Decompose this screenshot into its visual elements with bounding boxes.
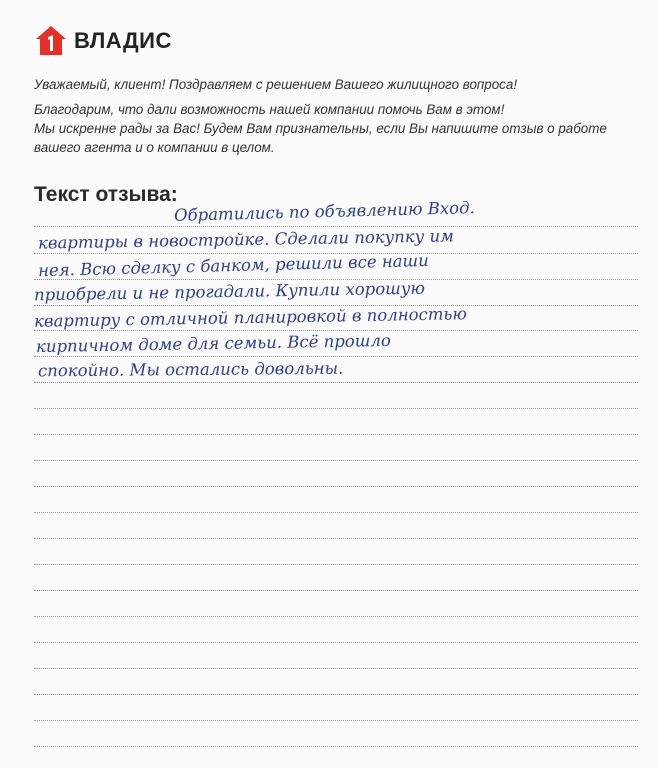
ruled-line — [34, 434, 638, 435]
handwritten-line: квартиры в новостройке. Сделали покупку им — [37, 226, 454, 253]
intro-line-4: вашего агента и о компании в целом. — [34, 140, 275, 155]
ruled-line — [34, 720, 638, 721]
ruled-line — [34, 616, 638, 617]
ruled-line — [34, 694, 638, 695]
ruled-line — [34, 356, 638, 357]
ruled-line — [34, 564, 638, 565]
review-ruled-lines — [34, 0, 638, 768]
ruled-line — [34, 408, 638, 409]
ruled-line — [34, 642, 638, 643]
intro-line-2: Благодарим, что дали возможность нашей компании помочь Вам в этом! — [34, 102, 505, 117]
handwritten-line: спокойно. Мы остались довольны. — [37, 358, 344, 381]
intro-line-3: Мы искренне рады за Вас! Будем Вам признательны, если Вы напишите отзыв о работе — [34, 121, 607, 136]
ruled-line — [34, 382, 638, 383]
handwritten-line: кирпичном доме для семьи. Всё прошло — [35, 330, 391, 357]
ruled-line — [34, 590, 638, 591]
handwritten-line: нея. Всю сделку с банком, решили все наши — [37, 250, 430, 281]
ruled-line — [34, 668, 638, 669]
review-label: Текст отзыва: — [34, 183, 178, 206]
ruled-line — [34, 538, 638, 539]
ruled-line — [34, 512, 638, 513]
ruled-line — [34, 746, 638, 747]
handwritten-line: приобрели и не прогадали. Купили хорошую — [33, 278, 426, 305]
handwritten-line: Обратились по объявлению Вход. — [173, 198, 476, 225]
ruled-line — [34, 226, 638, 227]
intro-greeting: Уважаемый, клиент! Поздравляем с решением Вашего жилищного вопроса! — [34, 77, 518, 92]
ruled-line — [34, 460, 638, 461]
handwritten-line: квартиру с отличной планировкой в полностью — [33, 304, 468, 331]
ruled-line — [34, 486, 638, 487]
brand-name: ВЛАДИС — [74, 28, 172, 53]
